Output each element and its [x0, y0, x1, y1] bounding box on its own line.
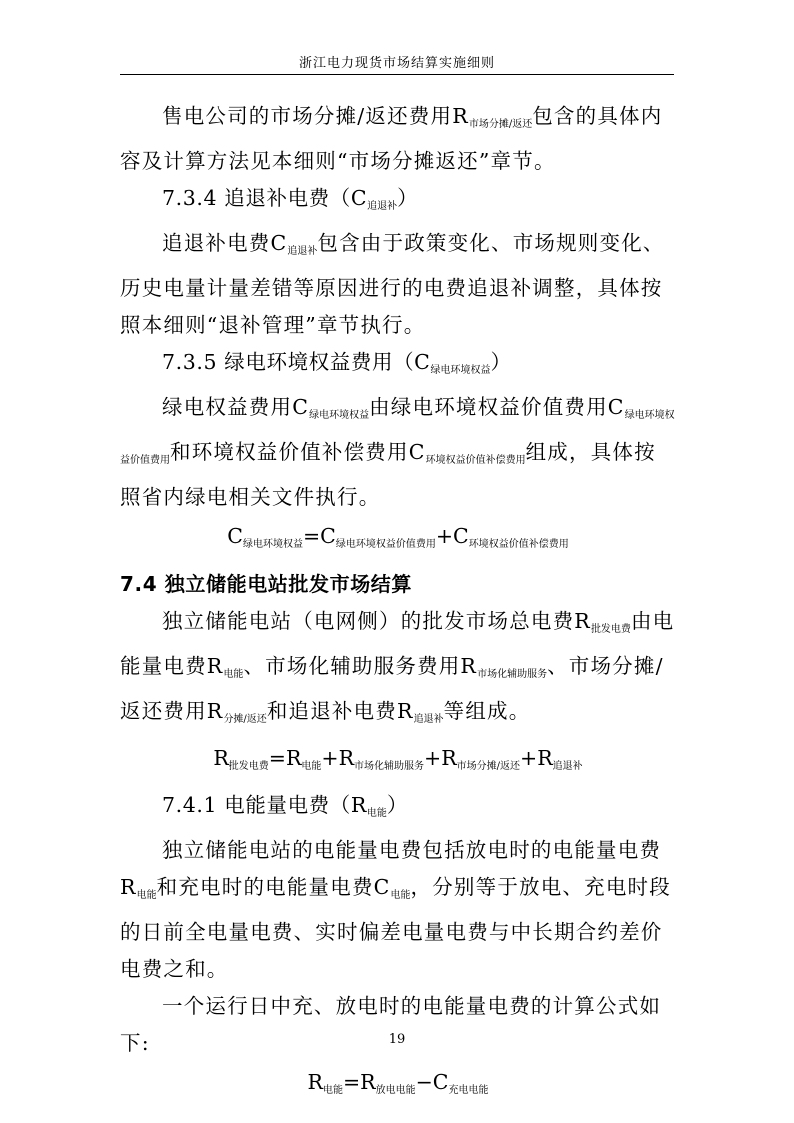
paragraph-retroactive-fee: 追退补电费C追退补包含由于政策变化、市场规则变化、历史电量计量差错等原因进行的电费追退补调整，具体按照本细则“退补管理”章节执行。	[120, 231, 665, 337]
paragraph-formula-intro: 一个运行日中充、放电时的电能量电费的计算公式如下:	[120, 994, 662, 1055]
page-header-title: 浙江电力现货市场结算实施细则	[298, 56, 495, 71]
section-heading-7-4: 7.4 独立储能电站批发市场结算	[120, 572, 412, 596]
formula-wholesale-total: R批发电费=R电能+R市场化辅助服务+R市场分摊/返还+R追退补	[213, 746, 583, 772]
paragraph-energy-fee: 独立储能电站的电能量电费包括放电时的电能量电费R电能和充电时的电能量电费C电能，分别等于放电、充电时段的日前全电量电费、实时偏差电量电费与中长期合约差价电费之和。	[120, 838, 671, 981]
heading-7-3-4: 7.3.4 追退补电费（C追退补）	[162, 186, 419, 212]
paragraph-storage-wholesale: 独立储能电站（电网侧）的批发市场总电费R批发电费由电能量电费R电能、市场化辅助服务费用R市场化辅助服务、市场分摊/返还费用R分摊/返还和追退补电费R追退补等组成。	[120, 609, 675, 725]
formula-energy-fee: R电能=R放电电能−C充电电能	[307, 1070, 489, 1096]
page-number: 19	[388, 1032, 406, 1047]
heading-7-3-5: 7.3.5 绿电环境权益费用（C绿电环境权益）	[162, 350, 512, 376]
paragraph-market-share-refund: 售电公司的市场分摊/返还费用R市场分摊/返还包含的具体内容及计算方法见本细则“市场分摊返还”章节。	[120, 104, 663, 173]
document-body	[120, 98, 676, 1111]
heading-7-4-1: 7.4.1 电能量电费（R电能）	[162, 793, 409, 819]
formula-green-power-rights: C绿电环境权益=C绿电环境权益价值费用+C环境权益价值补偿费用	[227, 524, 569, 550]
header-rule	[120, 74, 674, 75]
paragraph-green-power-rights: 绿电权益费用C绿电环境权益由绿电环境权益价值费用C绿电环境权益价值费用和环境权益价值补偿费用C环境权益价值补偿费用组成，具体按照省内绿电相关文件执行。	[120, 395, 675, 509]
